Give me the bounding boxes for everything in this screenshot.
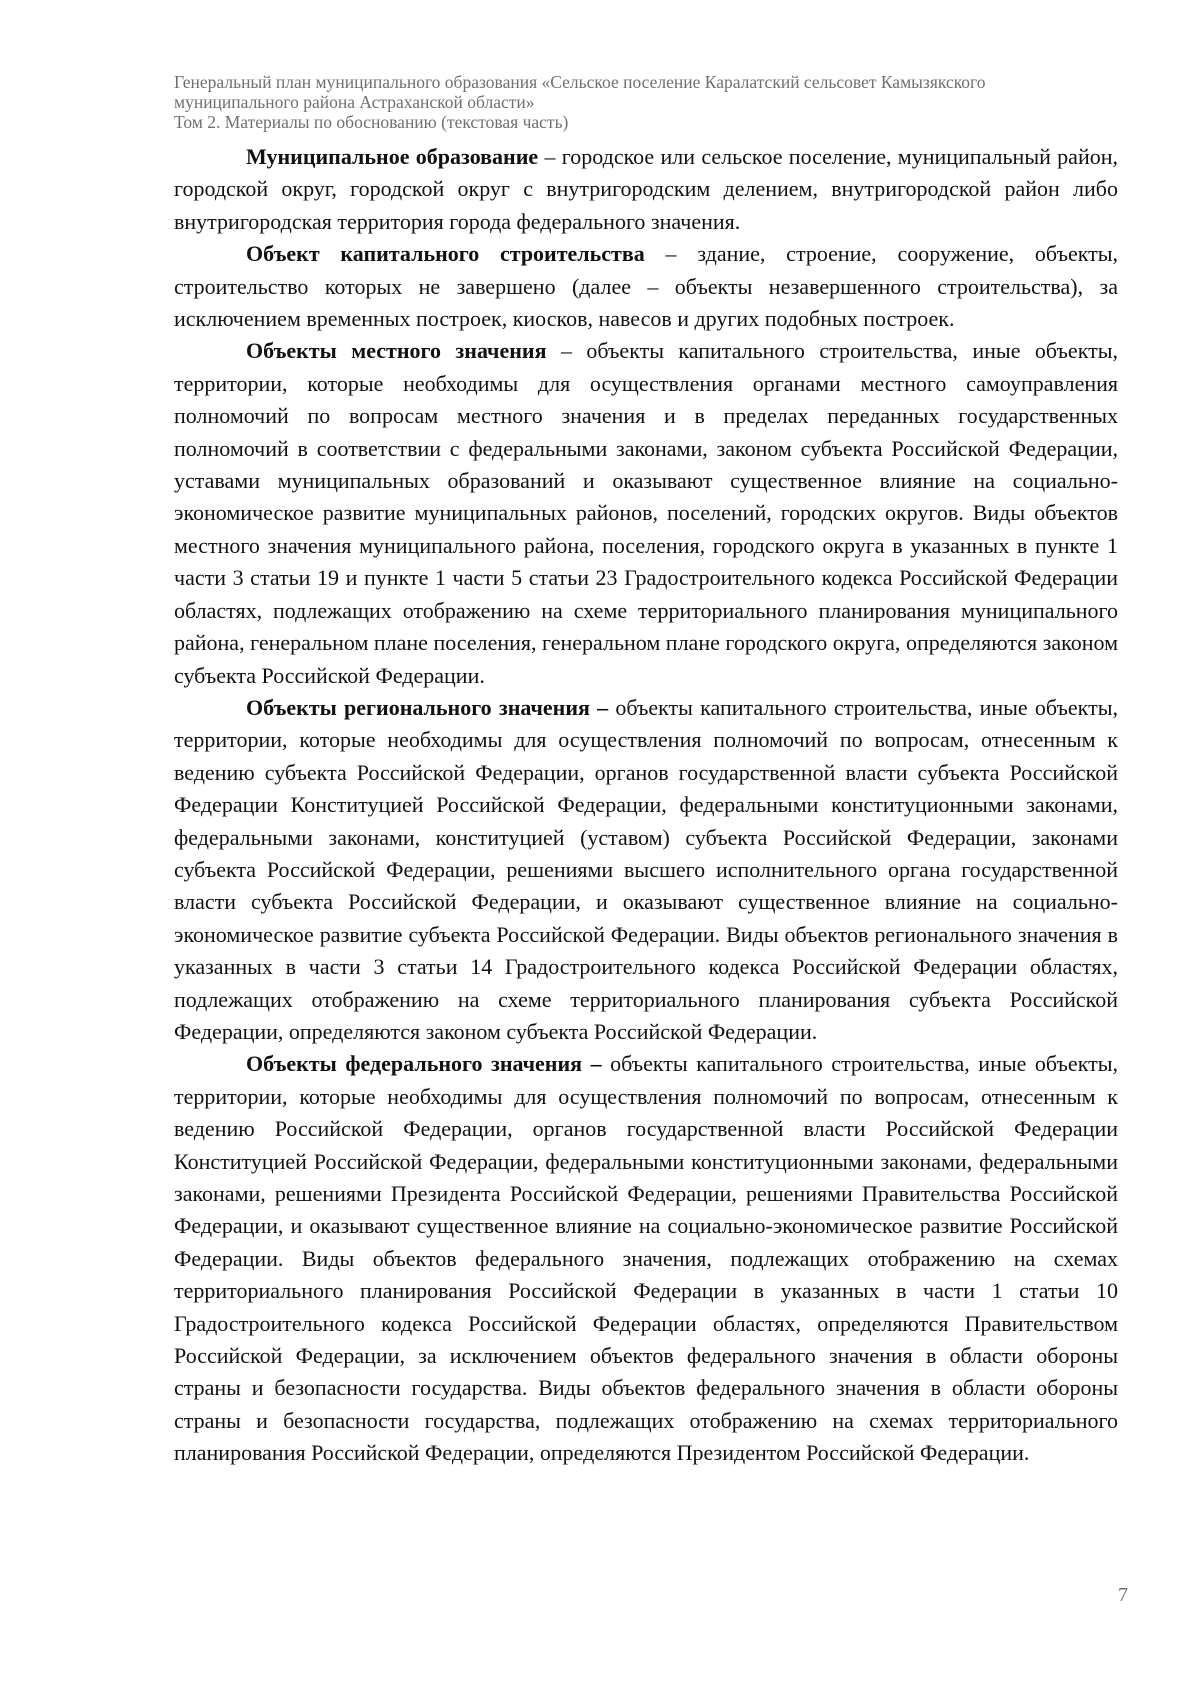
term-municipal-formation: Муниципальное образование	[246, 144, 539, 169]
running-header	[174, 72, 1124, 132]
definition-text-capital-construction: – здание, строение, сооружение, объекты, строительство которых не завершено (далее – объекты незавершенного строительства), за исключением временных построек, киосков, навесов и других подобных построек.	[174, 241, 1119, 332]
definition-municipal-formation	[174, 141, 1118, 238]
definition-capital-construction	[174, 238, 1118, 335]
term-capital-construction: Объект капитального строительства	[246, 241, 645, 267]
definition-text-local-objects: – объекты капитального строительства, иные объекты, территории, которые необходимы для осуществления органами местного самоуправления полномочий по вопросам местного значения и в пределах переданных государственных полномочий в соответствии с федеральными законами, законом субъекта Российской Федерации, уставами муниципальных образований и оказывают существенное влияние на социально-экономическое развитие муниципальных районов, поселений, городских округов. Виды объектов местного значения муниципального района, поселения, городского округа в указанных в пункте 1 части 3 статьи 19 и пункте 1 части 5 статьи 23 Градостроительного кодекса Российской Федерации областях, подлежащих отображению на схеме территориального планирования муниципального района, генеральном плане поселения, генеральном плане городского округа, определяются законом субъекта Российской Федерации.	[174, 338, 1118, 688]
term-local-objects: Объекты местного значения	[246, 338, 547, 364]
term-regional-objects: Объекты регионального значения –	[246, 694, 609, 720]
definition-text-federal-objects: объекты капитального строительства, иные объекты, территории, которые необходимы для осуществления полномочий по вопросам, отнесенным к ведению Российской Федерации, органов государственной власти Российской Федерации Конституцией Российской Федерации, федеральными конституционными законами, федеральными законами, решениями Президента Российской Федерации, решениями Правительства Российской Федерации, и оказывают существенное влияние на социально-экономическое развитие Российской Федерации. Виды объектов федерального значения, подлежащих отображению на схемах территориального планирования Российской Федерации в указанных в части 1 статьи 10 Градостроительного кодекса Российской Федерации областях, определяются Правительством Российской Федерации, за исключением объектов федерального значения в области обороны страны и безопасности государства. Виды объектов федерального значения в области обороны страны и безопасности государства, подлежащих отображению на схемах территориального планирования Российской Федерации, определяются Президентом Российской Федерации.	[174, 1051, 1118, 1466]
definition-text-municipal-formation: – городское или сельское поселение, муниципальный район, городской округ, городской округ с внутригородским делением, внутригородской район либо внутригородская территория города федерального значения.	[174, 144, 1118, 234]
header-volume-line: Том 2. Материалы по обоснованию (текстовая часть)	[174, 112, 569, 132]
term-federal-objects: Объекты федерального значения –	[246, 1051, 602, 1077]
definition-text-regional-objects: объекты капитального строительства, иные объекты, территории, которые необходимы для осуществления полномочий по вопросам, отнесенным к ведению субъекта Российской Федерации, органов государственной власти субъекта Российской Федерации Конституцией Российской Федерации, федеральными конституционными законами, федеральными законами, конституцией (уставом) субъекта Российской Федерации, законами субъекта Российской Федерации, решениями высшего исполнительного органа государственной власти субъекта Российской Федерации, и оказывают существенное влияние на социально-экономическое развитие субъекта Российской Федерации. Виды объектов регионального значения в указанных в части 3 статьи 14 Градостроительного кодекса Российской Федерации областях, подлежащих отображению на схеме территориального планирования субъекта Российской Федерации, определяются законом субъекта Российской Федерации.	[174, 694, 1118, 1044]
page-number: 7	[1118, 1584, 1128, 1606]
definition-federal-objects	[174, 1048, 1118, 1469]
definition-regional-objects	[174, 692, 1118, 1048]
definition-local-objects	[174, 335, 1118, 691]
header-title-line-2: муниципального района Астраханской области»	[174, 92, 535, 112]
document-body	[174, 141, 1118, 1470]
header-title-line-1: Генеральный план муниципального образования «Сельское поселение Каралатский сельсовет Камызякского	[174, 72, 986, 92]
